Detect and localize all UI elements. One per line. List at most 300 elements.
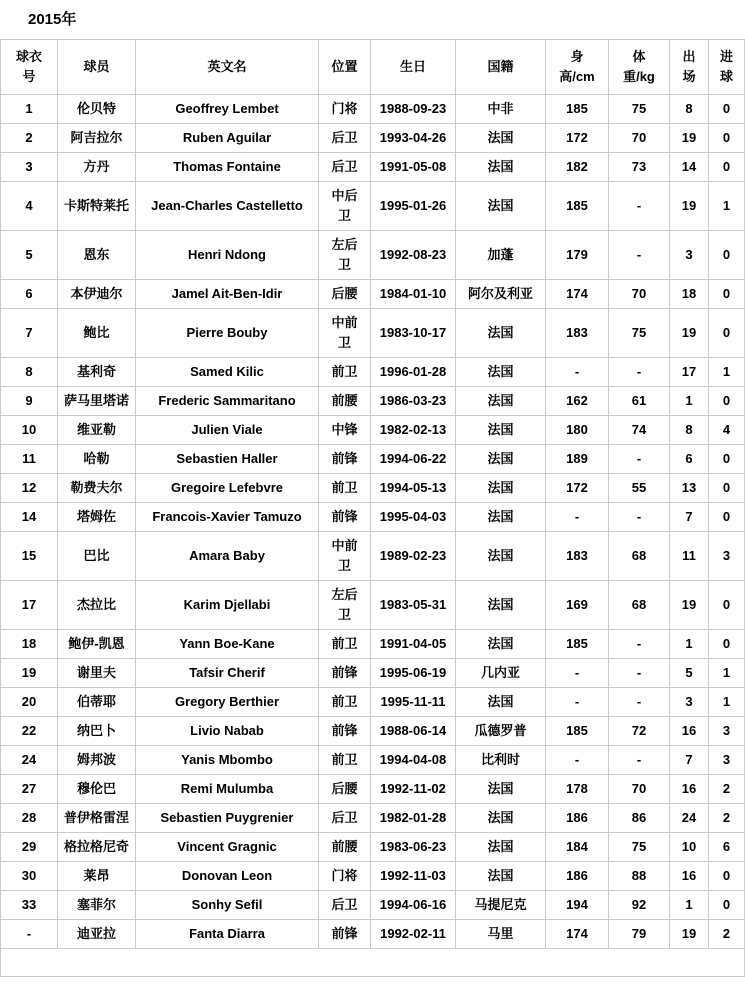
table-cell: 6 bbox=[1, 280, 58, 309]
table-cell: - bbox=[546, 688, 609, 717]
table-cell: 法国 bbox=[456, 581, 546, 630]
table-cell: 17 bbox=[1, 581, 58, 630]
table-cell: 19 bbox=[670, 309, 709, 358]
table-cell: 183 bbox=[546, 532, 609, 581]
column-header: 进球 bbox=[709, 40, 745, 95]
table-cell: Francois-Xavier Tamuzo bbox=[136, 503, 319, 532]
table-cell: 10 bbox=[1, 416, 58, 445]
table-cell: 1982-02-13 bbox=[371, 416, 456, 445]
table-cell: 6 bbox=[670, 445, 709, 474]
table-cell: 11 bbox=[1, 445, 58, 474]
roster-table bbox=[0, 39, 745, 977]
table-cell: Fanta Diarra bbox=[136, 920, 319, 949]
table-cell: 72 bbox=[609, 717, 670, 746]
table-cell: 恩东 bbox=[58, 231, 136, 280]
table-cell: Tafsir Cherif bbox=[136, 659, 319, 688]
table-cell: 8 bbox=[1, 358, 58, 387]
table-cell: 法国 bbox=[456, 182, 546, 231]
table-cell: 法国 bbox=[456, 833, 546, 862]
table-cell: 杰拉比 bbox=[58, 581, 136, 630]
table-cell: 17 bbox=[670, 358, 709, 387]
table-cell: 萨马里塔诺 bbox=[58, 387, 136, 416]
table-cell: 1995-06-19 bbox=[371, 659, 456, 688]
table-cell: 1 bbox=[670, 891, 709, 920]
table-cell: 182 bbox=[546, 153, 609, 182]
table-row bbox=[1, 659, 745, 688]
table-cell: - bbox=[609, 231, 670, 280]
table-cell: 法国 bbox=[456, 532, 546, 581]
table-cell: Pierre Bouby bbox=[136, 309, 319, 358]
table-cell: 1983-05-31 bbox=[371, 581, 456, 630]
table-cell: 70 bbox=[609, 775, 670, 804]
table-cell: 法国 bbox=[456, 862, 546, 891]
table-cell: 伯蒂耶 bbox=[58, 688, 136, 717]
table-cell: 0 bbox=[709, 474, 745, 503]
table-cell: 0 bbox=[709, 231, 745, 280]
column-header: 英文名 bbox=[136, 40, 319, 95]
table-cell: Henri Ndong bbox=[136, 231, 319, 280]
table-cell: 9 bbox=[1, 387, 58, 416]
table-row bbox=[1, 862, 745, 891]
footer-empty-cell bbox=[1, 949, 745, 977]
table-cell: 后腰 bbox=[319, 775, 371, 804]
table-row bbox=[1, 581, 745, 630]
table-row bbox=[1, 280, 745, 309]
table-cell: 16 bbox=[670, 862, 709, 891]
table-cell: - bbox=[609, 659, 670, 688]
table-cell: - bbox=[609, 503, 670, 532]
table-cell: - bbox=[609, 182, 670, 231]
table-cell: 前卫 bbox=[319, 358, 371, 387]
table-cell: 172 bbox=[546, 474, 609, 503]
table-cell: 哈勒 bbox=[58, 445, 136, 474]
table-cell: - bbox=[546, 358, 609, 387]
table-cell: 11 bbox=[670, 532, 709, 581]
table-row bbox=[1, 630, 745, 659]
table-cell: 86 bbox=[609, 804, 670, 833]
table-cell: 门将 bbox=[319, 862, 371, 891]
table-cell: Livio Nabab bbox=[136, 717, 319, 746]
table-cell: 180 bbox=[546, 416, 609, 445]
table-cell: Jean-Charles Castelletto bbox=[136, 182, 319, 231]
table-cell: 162 bbox=[546, 387, 609, 416]
table-cell: 1991-05-08 bbox=[371, 153, 456, 182]
table-cell: Ruben Aguilar bbox=[136, 124, 319, 153]
table-cell: - bbox=[609, 445, 670, 474]
table-cell: 马里 bbox=[456, 920, 546, 949]
table-cell: 0 bbox=[709, 153, 745, 182]
table-cell: 前锋 bbox=[319, 445, 371, 474]
table-cell: 70 bbox=[609, 280, 670, 309]
table-cell: 1992-02-11 bbox=[371, 920, 456, 949]
table-cell: 塞菲尔 bbox=[58, 891, 136, 920]
table-cell: 1994-06-16 bbox=[371, 891, 456, 920]
table-cell: 1 bbox=[709, 688, 745, 717]
table-cell: 纳巴卜 bbox=[58, 717, 136, 746]
table-cell: 75 bbox=[609, 833, 670, 862]
table-cell: 29 bbox=[1, 833, 58, 862]
table-cell: 30 bbox=[1, 862, 58, 891]
table-cell: 中非 bbox=[456, 95, 546, 124]
table-cell: 加蓬 bbox=[456, 231, 546, 280]
table-cell: 前卫 bbox=[319, 688, 371, 717]
table-cell: 前锋 bbox=[319, 717, 371, 746]
table-cell: 卡斯特莱托 bbox=[58, 182, 136, 231]
table-cell: 189 bbox=[546, 445, 609, 474]
table-cell: 7 bbox=[670, 746, 709, 775]
table-cell: 巴比 bbox=[58, 532, 136, 581]
table-cell: 法国 bbox=[456, 153, 546, 182]
table-cell: 10 bbox=[670, 833, 709, 862]
table-cell: 7 bbox=[670, 503, 709, 532]
table-cell: 1995-01-26 bbox=[371, 182, 456, 231]
table-cell: Sebastien Puygrenier bbox=[136, 804, 319, 833]
table-cell: 19 bbox=[670, 920, 709, 949]
table-row bbox=[1, 95, 745, 124]
table-row bbox=[1, 688, 745, 717]
table-cell: 186 bbox=[546, 862, 609, 891]
table-header bbox=[1, 40, 745, 95]
table-cell: - bbox=[546, 503, 609, 532]
table-cell: 后腰 bbox=[319, 280, 371, 309]
table-row bbox=[1, 231, 745, 280]
table-cell: 3 bbox=[670, 231, 709, 280]
table-cell: 阿吉拉尔 bbox=[58, 124, 136, 153]
table-cell: 1 bbox=[709, 659, 745, 688]
table-cell: 19 bbox=[670, 182, 709, 231]
table-cell: Geoffrey Lembet bbox=[136, 95, 319, 124]
table-cell: 基利奇 bbox=[58, 358, 136, 387]
table-row bbox=[1, 182, 745, 231]
table-row bbox=[1, 717, 745, 746]
table-cell: 1994-04-08 bbox=[371, 746, 456, 775]
table-cell: 1996-01-28 bbox=[371, 358, 456, 387]
table-cell: 法国 bbox=[456, 309, 546, 358]
table-cell: 1 bbox=[670, 387, 709, 416]
table-cell: 88 bbox=[609, 862, 670, 891]
table-cell: Thomas Fontaine bbox=[136, 153, 319, 182]
table-cell: 1983-10-17 bbox=[371, 309, 456, 358]
table-cell: 0 bbox=[709, 862, 745, 891]
table-cell: 1 bbox=[709, 358, 745, 387]
table-cell: 174 bbox=[546, 920, 609, 949]
table-cell: 92 bbox=[609, 891, 670, 920]
table-cell: 塔姆佐 bbox=[58, 503, 136, 532]
table-cell: 20 bbox=[1, 688, 58, 717]
table-cell: 1992-11-03 bbox=[371, 862, 456, 891]
table-cell: 前腰 bbox=[319, 387, 371, 416]
table-cell: 方丹 bbox=[58, 153, 136, 182]
table-cell: 194 bbox=[546, 891, 609, 920]
table-cell: 1982-01-28 bbox=[371, 804, 456, 833]
table-cell: 3 bbox=[709, 746, 745, 775]
table-cell: 法国 bbox=[456, 804, 546, 833]
table-row bbox=[1, 416, 745, 445]
table-cell: 18 bbox=[670, 280, 709, 309]
table-cell: 185 bbox=[546, 95, 609, 124]
table-cell: 前卫 bbox=[319, 474, 371, 503]
table-cell: 169 bbox=[546, 581, 609, 630]
table-cell: 几内亚 bbox=[456, 659, 546, 688]
column-header: 身高/cm bbox=[546, 40, 609, 95]
table-row bbox=[1, 746, 745, 775]
table-cell: 1983-06-23 bbox=[371, 833, 456, 862]
table-cell: 61 bbox=[609, 387, 670, 416]
table-cell: 前锋 bbox=[319, 503, 371, 532]
table-cell: Yanis Mbombo bbox=[136, 746, 319, 775]
table-cell: 维亚勒 bbox=[58, 416, 136, 445]
table-cell: 0 bbox=[709, 891, 745, 920]
table-cell: 1 bbox=[670, 630, 709, 659]
table-cell: 中前卫 bbox=[319, 309, 371, 358]
table-cell: 5 bbox=[670, 659, 709, 688]
table-cell: 后卫 bbox=[319, 153, 371, 182]
table-cell: 1988-09-23 bbox=[371, 95, 456, 124]
table-cell: - bbox=[609, 358, 670, 387]
table-cell: 1991-04-05 bbox=[371, 630, 456, 659]
table-cell: 法国 bbox=[456, 503, 546, 532]
table-cell: 14 bbox=[1, 503, 58, 532]
table-cell: 1995-11-11 bbox=[371, 688, 456, 717]
table-cell: 15 bbox=[1, 532, 58, 581]
table-cell: 75 bbox=[609, 309, 670, 358]
table-cell: 185 bbox=[546, 717, 609, 746]
table-cell: 法国 bbox=[456, 445, 546, 474]
table-cell: 179 bbox=[546, 231, 609, 280]
page-title: 2015年 bbox=[28, 11, 77, 28]
table-cell: 55 bbox=[609, 474, 670, 503]
table-cell: Karim Djellabi bbox=[136, 581, 319, 630]
table-row bbox=[1, 920, 745, 949]
table-cell: 18 bbox=[1, 630, 58, 659]
table-cell: 门将 bbox=[319, 95, 371, 124]
table-cell: 1989-02-23 bbox=[371, 532, 456, 581]
table-cell: Jamel Ait-Ben-Idir bbox=[136, 280, 319, 309]
table-cell: 68 bbox=[609, 532, 670, 581]
table-cell: Donovan Leon bbox=[136, 862, 319, 891]
table-cell: 183 bbox=[546, 309, 609, 358]
table-cell: 27 bbox=[1, 775, 58, 804]
table-cell: 12 bbox=[1, 474, 58, 503]
table-cell: 0 bbox=[709, 387, 745, 416]
column-header: 位置 bbox=[319, 40, 371, 95]
table-cell: 24 bbox=[670, 804, 709, 833]
table-cell: 1993-04-26 bbox=[371, 124, 456, 153]
table-cell: Vincent Gragnic bbox=[136, 833, 319, 862]
table-cell: 0 bbox=[709, 581, 745, 630]
table-cell: 22 bbox=[1, 717, 58, 746]
table-row bbox=[1, 153, 745, 182]
table-cell: 16 bbox=[670, 775, 709, 804]
table-cell: 3 bbox=[709, 717, 745, 746]
table-cell: 法国 bbox=[456, 416, 546, 445]
table-cell: Yann Boe-Kane bbox=[136, 630, 319, 659]
table-cell: Gregoire Lefebvre bbox=[136, 474, 319, 503]
table-cell: 勒费夫尔 bbox=[58, 474, 136, 503]
table-cell: 马提尼克 bbox=[456, 891, 546, 920]
table-cell: 中锋 bbox=[319, 416, 371, 445]
table-cell: 6 bbox=[709, 833, 745, 862]
table-cell: Sonhy Sefil bbox=[136, 891, 319, 920]
table-cell: 法国 bbox=[456, 387, 546, 416]
table-cell: 左后卫 bbox=[319, 231, 371, 280]
table-row bbox=[1, 124, 745, 153]
table-cell: Remi Mulumba bbox=[136, 775, 319, 804]
table-cell: 0 bbox=[709, 95, 745, 124]
table-cell: 0 bbox=[709, 445, 745, 474]
table-cell: 70 bbox=[609, 124, 670, 153]
table-cell: 8 bbox=[670, 416, 709, 445]
table-cell: 1994-06-22 bbox=[371, 445, 456, 474]
table-cell: 中前卫 bbox=[319, 532, 371, 581]
table-cell: 普伊格雷涅 bbox=[58, 804, 136, 833]
table-cell: 比利时 bbox=[456, 746, 546, 775]
table-row bbox=[1, 445, 745, 474]
table-cell: 1992-11-02 bbox=[371, 775, 456, 804]
table-cell: 19 bbox=[670, 581, 709, 630]
table-cell: 后卫 bbox=[319, 124, 371, 153]
table-cell: 19 bbox=[1, 659, 58, 688]
table-cell: 1 bbox=[709, 182, 745, 231]
table-cell: 前锋 bbox=[319, 920, 371, 949]
table-cell: 28 bbox=[1, 804, 58, 833]
table-cell: 法国 bbox=[456, 124, 546, 153]
column-header: 出场 bbox=[670, 40, 709, 95]
table-cell: 7 bbox=[1, 309, 58, 358]
table-cell: - bbox=[609, 746, 670, 775]
table-cell: 24 bbox=[1, 746, 58, 775]
table-body bbox=[1, 95, 745, 949]
table-cell: 185 bbox=[546, 182, 609, 231]
column-header: 球衣号 bbox=[1, 40, 58, 95]
table-cell: 0 bbox=[709, 124, 745, 153]
table-cell: 法国 bbox=[456, 630, 546, 659]
table-row bbox=[1, 309, 745, 358]
table-cell: 16 bbox=[670, 717, 709, 746]
table-cell: 74 bbox=[609, 416, 670, 445]
table-cell: Julien Viale bbox=[136, 416, 319, 445]
table-cell: 迪亚拉 bbox=[58, 920, 136, 949]
table-cell: 2 bbox=[709, 920, 745, 949]
footer-row bbox=[1, 949, 745, 977]
table-row bbox=[1, 532, 745, 581]
table-cell: 3 bbox=[1, 153, 58, 182]
table-cell: 0 bbox=[709, 503, 745, 532]
table-cell: 178 bbox=[546, 775, 609, 804]
table-cell: - bbox=[1, 920, 58, 949]
table-cell: 1994-05-13 bbox=[371, 474, 456, 503]
table-cell: 前卫 bbox=[319, 630, 371, 659]
table-cell: 法国 bbox=[456, 358, 546, 387]
table-cell: 1988-06-14 bbox=[371, 717, 456, 746]
table-cell: 法国 bbox=[456, 775, 546, 804]
table-cell: 鲍伊-凯恩 bbox=[58, 630, 136, 659]
table-cell: 2 bbox=[709, 775, 745, 804]
table-cell: 法国 bbox=[456, 688, 546, 717]
table-row bbox=[1, 775, 745, 804]
table-row bbox=[1, 891, 745, 920]
table-cell: 0 bbox=[709, 280, 745, 309]
table-cell: Amara Baby bbox=[136, 532, 319, 581]
table-cell: 鲍比 bbox=[58, 309, 136, 358]
table-cell: 姆邦波 bbox=[58, 746, 136, 775]
table-cell: 79 bbox=[609, 920, 670, 949]
table-cell: 法国 bbox=[456, 474, 546, 503]
table-cell: 5 bbox=[1, 231, 58, 280]
column-header: 球员 bbox=[58, 40, 136, 95]
table-cell: 3 bbox=[670, 688, 709, 717]
table-cell: 前锋 bbox=[319, 659, 371, 688]
table-cell: 本伊迪尔 bbox=[58, 280, 136, 309]
table-cell: 14 bbox=[670, 153, 709, 182]
table-cell: 中后卫 bbox=[319, 182, 371, 231]
table-cell: 前卫 bbox=[319, 746, 371, 775]
table-cell: 2 bbox=[1, 124, 58, 153]
table-cell: 174 bbox=[546, 280, 609, 309]
table-cell: 0 bbox=[709, 309, 745, 358]
table-cell: 3 bbox=[709, 532, 745, 581]
table-cell: 13 bbox=[670, 474, 709, 503]
table-cell: 格拉格尼奇 bbox=[58, 833, 136, 862]
table-cell: - bbox=[609, 688, 670, 717]
table-row bbox=[1, 358, 745, 387]
table-cell: 莱昂 bbox=[58, 862, 136, 891]
table-cell: 阿尔及利亚 bbox=[456, 280, 546, 309]
table-cell: 1986-03-23 bbox=[371, 387, 456, 416]
table-cell: 184 bbox=[546, 833, 609, 862]
table-cell: 左后卫 bbox=[319, 581, 371, 630]
table-cell: 瓜德罗普 bbox=[456, 717, 546, 746]
table-cell: Samed Kilic bbox=[136, 358, 319, 387]
table-cell: 4 bbox=[709, 416, 745, 445]
table-footer bbox=[1, 949, 745, 977]
table-cell: 0 bbox=[709, 630, 745, 659]
table-cell: 75 bbox=[609, 95, 670, 124]
table-cell: 19 bbox=[670, 124, 709, 153]
table-cell: Sebastien Haller bbox=[136, 445, 319, 474]
table-cell: 68 bbox=[609, 581, 670, 630]
table-cell: 172 bbox=[546, 124, 609, 153]
table-cell: - bbox=[546, 746, 609, 775]
table-cell: 73 bbox=[609, 153, 670, 182]
header-row bbox=[1, 40, 745, 95]
column-header: 国籍 bbox=[456, 40, 546, 95]
table-cell: Frederic Sammaritano bbox=[136, 387, 319, 416]
table-row bbox=[1, 804, 745, 833]
table-cell: 4 bbox=[1, 182, 58, 231]
column-header: 生日 bbox=[371, 40, 456, 95]
table-cell: 谢里夫 bbox=[58, 659, 136, 688]
table-cell: 1984-01-10 bbox=[371, 280, 456, 309]
table-cell: 1995-04-03 bbox=[371, 503, 456, 532]
table-cell: 前腰 bbox=[319, 833, 371, 862]
table-cell: 后卫 bbox=[319, 891, 371, 920]
table-cell: - bbox=[609, 630, 670, 659]
table-cell: 186 bbox=[546, 804, 609, 833]
table-row bbox=[1, 833, 745, 862]
table-row bbox=[1, 503, 745, 532]
table-cell: - bbox=[546, 659, 609, 688]
table-cell: 185 bbox=[546, 630, 609, 659]
table-cell: 穆伦巴 bbox=[58, 775, 136, 804]
table-cell: 33 bbox=[1, 891, 58, 920]
table-cell: 后卫 bbox=[319, 804, 371, 833]
table-cell: Gregory Berthier bbox=[136, 688, 319, 717]
column-header: 体重/kg bbox=[609, 40, 670, 95]
table-cell: 2 bbox=[709, 804, 745, 833]
table-cell: 8 bbox=[670, 95, 709, 124]
table-cell: 1992-08-23 bbox=[371, 231, 456, 280]
